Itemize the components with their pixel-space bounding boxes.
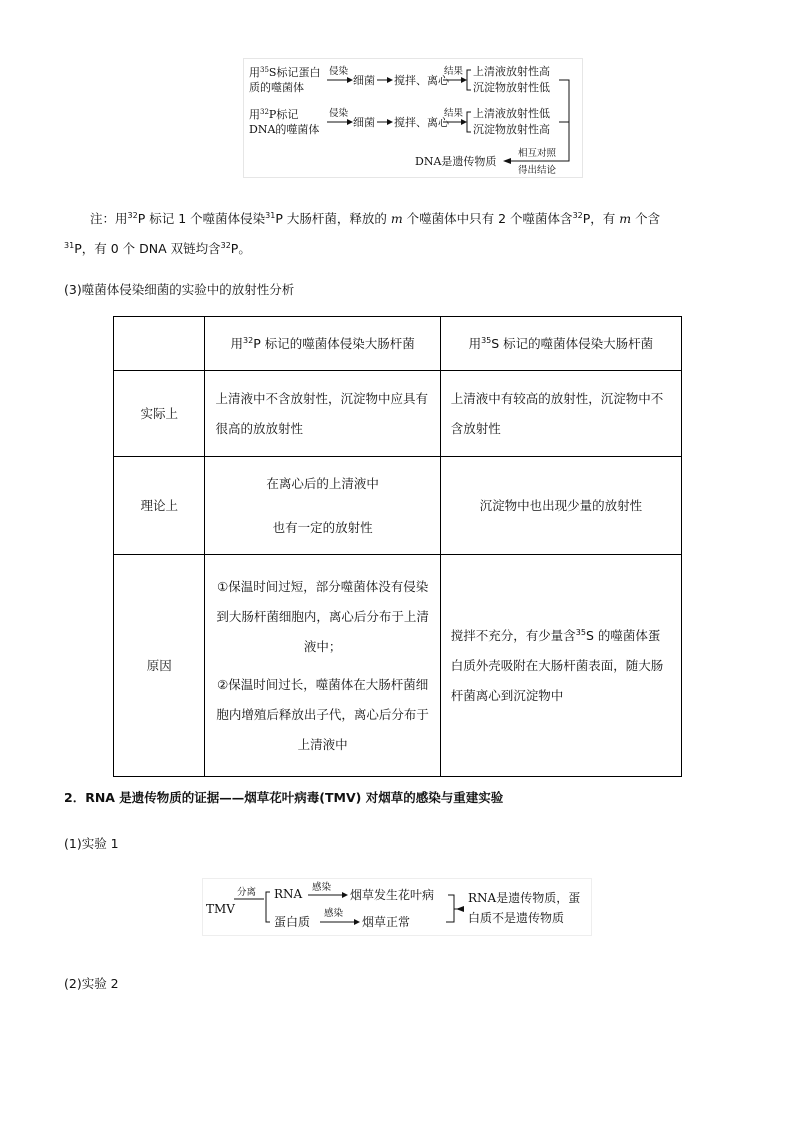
reason-b: ②保温时间过长，噬菌体在大肠杆菌细胞内增殖后释放出子代，离心后分布于上清液中 — [216, 676, 429, 752]
compare-label: 相互对照 — [518, 148, 557, 159]
row2-label-line2: DNA的噬菌体 — [249, 123, 320, 136]
row2-out2: 沉淀物放射性高 — [473, 123, 550, 136]
infect2-label: 感染 — [324, 908, 344, 919]
row2-result-label: 结果 — [444, 108, 464, 119]
experiment1-title: (1)实验 1 — [64, 836, 119, 851]
row1-label-line1: 用$^{35}$S标记蛋白 — [249, 66, 321, 79]
cell-theory-p32-line1: 在离心后的上清液中 — [266, 475, 379, 491]
tmv-label: TMV — [206, 902, 235, 916]
tmv-experiment-diagram — [202, 878, 592, 936]
row1-result-label: 结果 — [444, 66, 464, 77]
conclusion-dna: DNA是遗传物质 — [415, 155, 497, 168]
table-header-row — [114, 317, 682, 371]
phage-experiment-diagram — [243, 58, 583, 178]
section2-title: 2．RNA 是遗传物质的证据——烟草花叶病毒(TMV) 对烟草的感染与重建实验 — [64, 790, 504, 805]
reason-a: ①保温时间过短，部分噬菌体没有侵染到大肠杆菌细胞内，离心后分布于上清液中； — [216, 578, 429, 654]
cell-actual-p32: 上清液中不含放射性，沉淀物中应具有很高的放放射性 — [205, 371, 440, 457]
row1-out1: 上清液放射性高 — [473, 65, 550, 78]
header-empty-cell — [114, 317, 205, 371]
radioactivity-table — [113, 316, 682, 777]
row-label-theory: 理论上 — [114, 457, 205, 555]
row2-infect-label: 侵染 — [329, 108, 349, 119]
table-row — [114, 371, 682, 457]
conclusion-line1: RNA是遗传物质，蛋 — [468, 891, 581, 905]
rna-label: RNA — [274, 887, 303, 901]
conclusion-line2: 白质不是遗传物质 — [468, 911, 565, 925]
disease-label: 烟草发生花叶病 — [350, 888, 435, 902]
section3-title: (3)噬菌体侵染细菌的实验中的放射性分析 — [64, 282, 295, 297]
note-paragraph: 注：用$^{32}$P 标记 1 个噬菌体侵染$^{31}$P 大肠杆菌，释放的 m 个噬菌体中只有 2 个噬菌体含$^{32}$P，有 m 个含 $^{31}$P，有 0 个 DNA 双链均含$^{32}$P。 — [64, 210, 661, 256]
row1-bacteria: 细菌 — [353, 74, 375, 87]
header-p32: 用$^{32}$P 标记的噬菌体侵染大肠杆菌 — [205, 317, 440, 371]
table-row — [114, 555, 682, 777]
header-s35: 用$^{35}$S 标记的噬菌体侵染大肠杆菌 — [440, 317, 681, 371]
experiment2-title: (2)实验 2 — [64, 976, 119, 991]
row2-bacteria: 细菌 — [353, 116, 375, 129]
cell-reason-s35: 搅拌不充分，有少量含$^{35}$S 的噬菌体蛋白质外壳吸附在大肠杆菌表面，随大肠杆菌离心到沉淀物中 — [440, 555, 681, 777]
normal-label: 烟草正常 — [362, 915, 411, 929]
table-row — [114, 457, 682, 555]
cell-actual-s35: 上清液中有较高的放射性，沉淀物中不含放射性 — [440, 371, 681, 457]
row-label-actual: 实际上 — [114, 371, 205, 457]
row1-label-line2: 质的噬菌体 — [249, 81, 304, 94]
row2-label-line1: 用$^{32}$P标记 — [249, 108, 299, 121]
infect1-label: 感染 — [312, 882, 332, 893]
cell-theory-p32 — [205, 457, 440, 555]
protein-label: 蛋白质 — [274, 915, 311, 929]
cell-theory-s35: 沉淀物中也出现少量的放射性 — [440, 457, 681, 555]
cell-reason-p32 — [205, 555, 440, 777]
row1-infect-label: 侵染 — [329, 66, 349, 77]
row-label-reason: 原因 — [114, 555, 205, 777]
row1-stir: 搅拌、离心 — [394, 74, 449, 87]
row2-out1: 上清液放射性低 — [473, 107, 550, 120]
separate-label: 分离 — [237, 887, 257, 898]
cell-theory-p32-line2: 也有一定的放射性 — [272, 519, 373, 535]
row2-stir: 搅拌、离心 — [394, 116, 449, 129]
conclude-label: 得出结论 — [518, 165, 557, 176]
row1-out2: 沉淀物放射性低 — [473, 81, 550, 94]
